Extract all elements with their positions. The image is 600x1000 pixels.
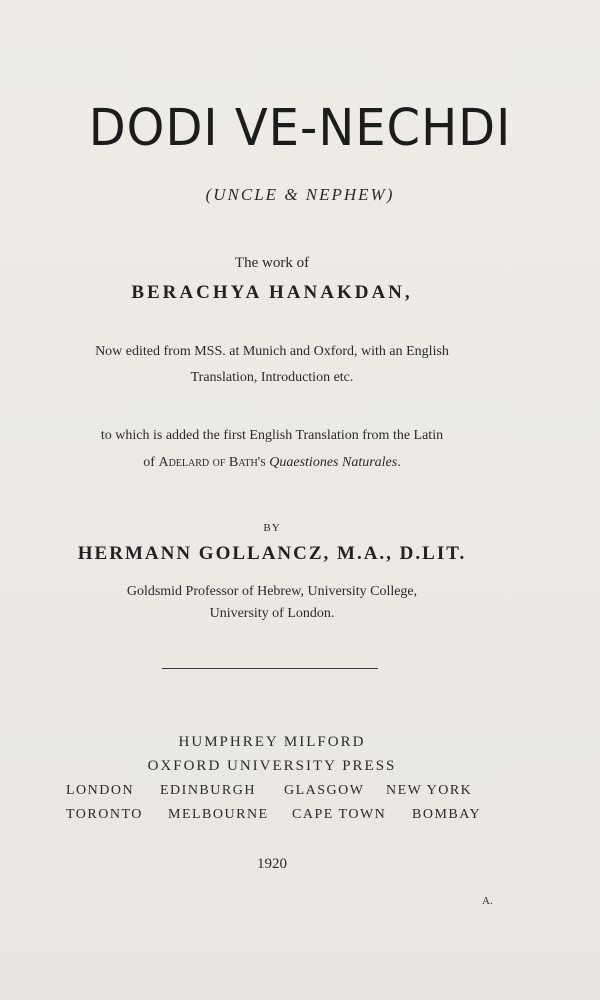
edited-line-2: Translation, Introduction etc. <box>190 370 354 385</box>
signature-mark: A. <box>482 895 493 907</box>
professor-line-2: University of London. <box>209 606 335 621</box>
city: NEW YORK <box>386 783 473 798</box>
original-author: BERACHYA HANAKDAN, <box>131 282 413 303</box>
city: EDINBURGH <box>160 783 256 798</box>
added-line-1: to which is added the first English Translation from the Latin <box>100 428 444 443</box>
publication-year: 1920 <box>257 856 287 872</box>
editor-name: HERMANN GOLLANCZ, M.A., D.LIT. <box>77 543 467 564</box>
city: CAPE TOWN <box>292 807 387 822</box>
by-label: BY <box>263 522 281 534</box>
work-of-line: The work of <box>234 255 310 271</box>
edited-line-1: Now edited from MSS. at Munich and Oxford, with an English <box>95 344 449 359</box>
city: BOMBAY <box>412 807 482 822</box>
publisher-line-2: OXFORD UNIVERSITY PRESS <box>147 758 397 774</box>
added-line-2-prefix: of <box>143 455 159 470</box>
professor-line-1: Goldsmid Professor of Hebrew, University College, <box>126 584 418 599</box>
book-title: DODI VE-NECHDI <box>88 98 512 158</box>
city: TORONTO <box>66 807 143 822</box>
adelard-name: Adelard of Bath's <box>158 455 266 470</box>
added-line-2 <box>0 455 572 471</box>
city: LONDON <box>66 783 135 798</box>
book-subtitle: (UNCLE & NEPHEW) <box>205 185 395 204</box>
city: MELBOURNE <box>168 807 269 822</box>
divider-rule <box>162 668 378 669</box>
quaestiones-title: Quaestiones Naturales <box>269 455 398 470</box>
cities-row-1 <box>0 783 600 803</box>
publisher-line-1: HUMPHREY MILFORD <box>178 734 366 750</box>
cities-row-2 <box>0 807 600 827</box>
added-line-2-suffix: . <box>397 455 401 470</box>
city: GLASGOW <box>284 783 365 798</box>
